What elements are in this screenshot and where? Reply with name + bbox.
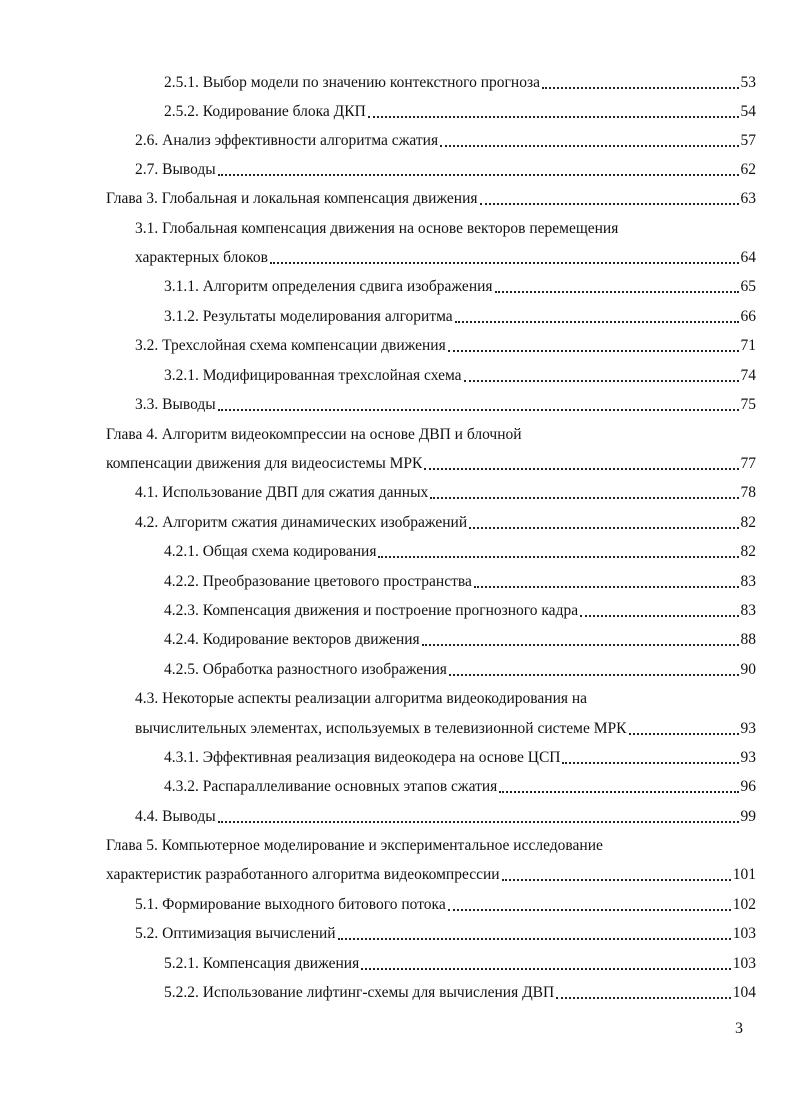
- toc-entry-title: вычислительных элементах, используемых в телевизионной системе МРК: [135, 720, 627, 737]
- toc-entry-page: 102: [732, 896, 756, 913]
- page-number: 3: [735, 1020, 743, 1037]
- toc-entry-title: 5.2.2. Использование лифтинг-схемы для вычисления ДВП: [164, 984, 555, 1001]
- toc-entry: [164, 300, 756, 326]
- dot-leader: [580, 603, 738, 617]
- toc-entry-page: 82: [740, 543, 756, 560]
- dot-leader: [424, 456, 738, 470]
- toc-entry: [135, 388, 756, 414]
- dot-leader: [464, 368, 739, 382]
- toc-entry: [164, 623, 756, 649]
- toc-entry-page: 93: [740, 749, 756, 766]
- dot-leader: [469, 515, 738, 529]
- toc-entry-page: 83: [740, 573, 756, 590]
- toc-entry-page: 62: [740, 161, 756, 178]
- dot-leader: [629, 721, 739, 735]
- toc-entry-title: 4.2.5. Обработка разностного изображения: [164, 661, 447, 678]
- dot-leader: [218, 397, 739, 411]
- dot-leader: [448, 897, 731, 911]
- dot-leader: [449, 662, 739, 676]
- toc-entry-title: 4.4. Выводы: [135, 808, 216, 825]
- toc-chapter-continuation: [106, 447, 756, 473]
- dot-leader: [474, 574, 739, 588]
- toc-entry-title: характеристик разработанного алгоритма видеокомпрессии: [106, 866, 500, 883]
- toc-entry-title: 3.1. Глобальная компенсация движения на основе векторов перемещения: [135, 220, 619, 237]
- dot-leader: [338, 926, 731, 940]
- toc-entry-title: 4.3.1. Эффективная реализация видеокодера на основе ЦСП: [164, 749, 561, 766]
- toc-entry-title: 2.7. Выводы: [135, 161, 216, 178]
- toc-entry-title: характерных блоков: [135, 249, 268, 266]
- toc-entry-title: 2.5.2. Кодирование блока ДКП: [164, 103, 366, 120]
- toc-entry: [135, 212, 756, 238]
- toc-entry-title: 3.1.1. Алгоритм определения сдвига изображения: [164, 278, 493, 295]
- toc-entry-page: 74: [740, 367, 756, 384]
- dot-leader: [368, 104, 739, 118]
- dot-leader: [499, 779, 738, 793]
- toc-entry-page: 54: [740, 103, 756, 120]
- toc-entry-page: 77: [740, 455, 756, 472]
- toc-entry-title: Глава 3. Глобальная и локальная компенсация движения: [106, 190, 478, 207]
- toc-entry-title: 5.2.1. Компенсация движения: [164, 955, 360, 972]
- toc-entry-page: 65: [740, 278, 756, 295]
- toc-entry-title: 4.1. Использование ДВП для сжатия данных: [135, 484, 429, 501]
- dot-leader: [218, 162, 739, 176]
- toc-entry: [164, 770, 756, 796]
- toc-entry-title: 4.3. Некоторые аспекты реализации алгоритма видеокодирования на: [135, 690, 588, 707]
- toc-entry: [164, 270, 756, 296]
- dot-leader: [455, 309, 739, 323]
- toc-entry-continuation: [135, 712, 756, 738]
- toc-entry-title: 3.1.2. Результаты моделирования алгоритма: [164, 308, 453, 325]
- dot-leader: [422, 632, 739, 646]
- toc-entry-title: 2.5.1. Выбор модели по значению контекстного прогноза: [164, 74, 540, 91]
- toc-entry-title: 4.3.2. Распараллеливание основных этапов сжатия: [164, 778, 498, 795]
- toc-entry-page: 96: [740, 778, 756, 795]
- toc-entry-page: 83: [740, 602, 756, 619]
- toc-entry: [135, 329, 756, 355]
- toc-entry-title: 4.2.2. Преобразование цветового пространства: [164, 573, 472, 590]
- toc-chapter: [106, 182, 756, 208]
- dot-leader: [556, 985, 731, 999]
- toc-entry: [135, 153, 756, 179]
- toc-chapter-continuation: [106, 858, 756, 884]
- toc-entry-page: 53: [740, 74, 756, 91]
- toc-entry-title: Глава 5. Компьютерное моделирование и экспериментальное исследование: [106, 837, 603, 854]
- toc-entry-page: 90: [740, 661, 756, 678]
- toc-entry: [164, 95, 756, 121]
- toc-entry: [164, 535, 756, 561]
- toc-entry-page: 64: [740, 249, 756, 266]
- toc-entry: [164, 976, 756, 1002]
- toc-entry: [164, 66, 756, 92]
- toc-entry-title: 2.6. Анализ эффективности алгоритма сжатия: [135, 132, 439, 149]
- dot-leader: [218, 809, 739, 823]
- dot-leader: [502, 867, 731, 881]
- toc-entry-page: 66: [740, 308, 756, 325]
- dot-leader: [440, 133, 738, 147]
- toc-entry-page: 104: [732, 984, 756, 1001]
- dot-leader: [448, 338, 739, 352]
- toc-entry: [164, 565, 756, 591]
- dot-leader: [361, 956, 731, 970]
- toc-entry-title: 3.2.1. Модифицированная трехслойная схема: [164, 367, 462, 384]
- dot-leader: [495, 279, 739, 293]
- toc-entry-title: 4.2. Алгоритм сжатия динамических изображений: [135, 514, 468, 531]
- toc-entry: [135, 124, 756, 150]
- toc-entry: [164, 947, 756, 973]
- toc-entry-page: 99: [740, 808, 756, 825]
- toc-entry: [164, 741, 756, 767]
- toc-entry-title: 4.2.4. Кодирование векторов движения: [164, 631, 420, 648]
- toc-entry: [135, 917, 756, 943]
- toc-entry-title: 5.2. Оптимизация вычислений: [135, 925, 336, 942]
- toc-entry-page: 71: [740, 337, 756, 354]
- toc-chapter: [106, 418, 756, 444]
- toc-entry: [135, 682, 756, 708]
- dot-leader: [480, 191, 739, 205]
- toc-entry-title: 5.1. Формирование выходного битового потока: [135, 896, 446, 913]
- toc-entry-title: 3.2. Трехслойная схема компенсации движения: [135, 337, 446, 354]
- toc-entry-page: 103: [732, 925, 756, 942]
- toc-entry: [164, 359, 756, 385]
- toc-entry-title: Глава 4. Алгоритм видеокомпрессии на основе ДВП и блочной: [106, 426, 522, 443]
- toc-entry: [135, 506, 756, 532]
- toc-entry: [135, 888, 756, 914]
- toc-entry: [164, 653, 756, 679]
- toc-entry-page: 88: [740, 631, 756, 648]
- toc-entry-continuation: [135, 241, 756, 267]
- toc-entry-title: 3.3. Выводы: [135, 396, 216, 413]
- toc-entry-page: 103: [732, 955, 756, 972]
- toc-entry: [135, 800, 756, 826]
- dot-leader: [542, 75, 739, 89]
- toc-entry-page: 75: [740, 396, 756, 413]
- toc-chapter: [106, 829, 756, 855]
- dot-leader: [270, 250, 739, 264]
- toc-entry: [164, 594, 756, 620]
- toc-entry-page: 57: [740, 132, 756, 149]
- toc-entry-page: 82: [740, 514, 756, 531]
- dot-leader: [430, 485, 738, 499]
- toc-entry-page: 63: [740, 190, 756, 207]
- toc-entry-page: 78: [740, 484, 756, 501]
- dot-leader: [378, 544, 738, 558]
- toc-entry-page: 93: [740, 720, 756, 737]
- toc-entry-title: 4.2.3. Компенсация движения и построение прогнозного кадра: [164, 602, 579, 619]
- toc-entry: [135, 476, 756, 502]
- dot-leader: [562, 750, 738, 764]
- toc-entry-page: 101: [732, 866, 756, 883]
- toc-entry-title: 4.2.1. Общая схема кодирования: [164, 543, 377, 560]
- toc-entry-title: компенсации движения для видеосистемы МРК: [106, 455, 423, 472]
